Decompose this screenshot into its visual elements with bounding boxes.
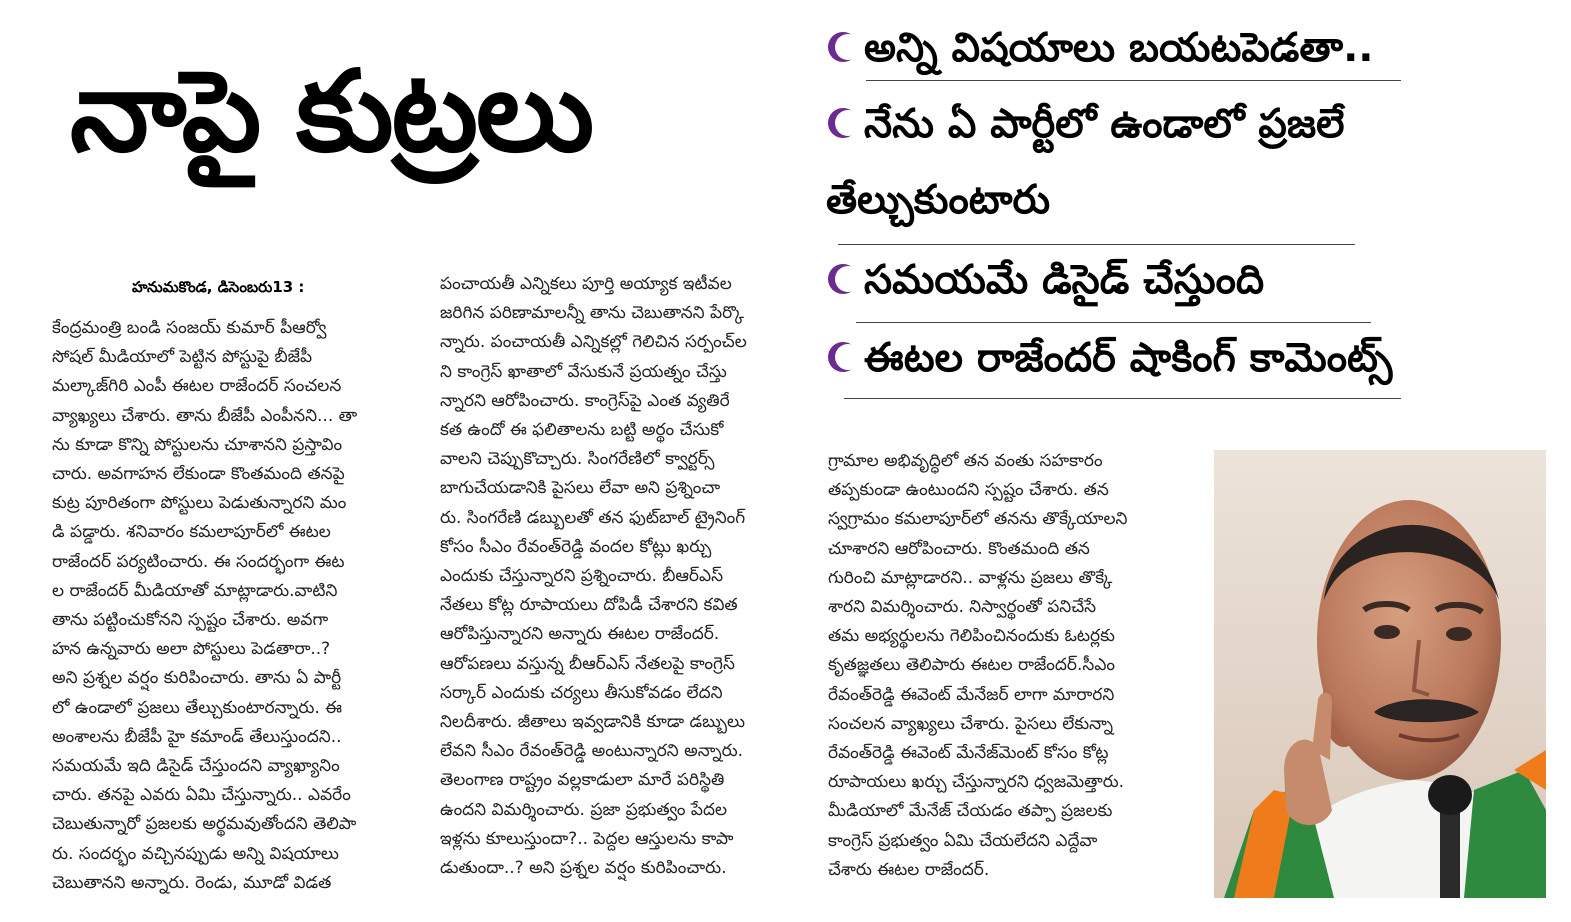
article-line: సర్కార్ ఎందుకు చర్యలు తీసుకోవడం లేదని bbox=[440, 682, 723, 703]
article-line: గ్రామాల అభివృద్ధిలో తన వంతు సహకారం bbox=[828, 451, 1103, 471]
article-line: లేవని సీఎం రేవంత్‌రెడ్డి అంటున్నారని అన్నారు. bbox=[440, 741, 743, 762]
deck-text: నేను ఏ పార్టీలో ఉండాలో ప్రజలే bbox=[864, 101, 1345, 147]
article-line: శారని విమర్శించారు. నిస్వార్థంతో పనిచేసే bbox=[828, 597, 1097, 618]
bullet-icon bbox=[828, 342, 858, 372]
deck-text: తేల్చుకుంటారు bbox=[826, 177, 1051, 223]
article-line: న్నారు. పంచాయతీ ఎన్నికల్లో గెలిచిన సర్పంచ్‌ల bbox=[440, 332, 747, 353]
article-line: రు. సందర్భం వచ్చినప్పుడు అన్ని విషయాలు bbox=[52, 843, 339, 864]
article-line: రాజేందర్ పర్యటించారు. ఈ సందర్భంగా ఈట bbox=[52, 551, 345, 572]
article-line: రేవంత్‌రెడ్డి ఈవెంట్ మేనేజ్‌మెంట్ కోసం కోట్ల bbox=[828, 743, 1109, 764]
article-line: అని ప్రశ్నల వర్షం కురిపించారు. తాను ఏ పార్టీ bbox=[52, 668, 342, 689]
article-line: తమ అభ్యర్థులను గెలిపించినందుకు ఓటర్లకు bbox=[828, 626, 1115, 647]
article-line: సమయమే ఇది డిసైడ్ చేస్తుందని వ్యాఖ్యానిం bbox=[52, 756, 340, 777]
article-line: చెబుతున్నారో ప్రజలకు అర్థమవుతోందని తెలిపా bbox=[52, 814, 357, 835]
article-column-2 bbox=[440, 270, 802, 883]
article-line: ఇళ్లను కూలుస్తుందా?.. పెద్దల ఆస్తులను కాపా bbox=[440, 828, 734, 849]
article-line: బాగుచేయడానికి పైసలు లేవా అని ప్రశ్నించా bbox=[440, 478, 721, 499]
article-line: గురించి మాట్లాడారని.. వాళ్లను ప్రజలు తొక్కే bbox=[828, 567, 1113, 588]
article-line: మీడియాలో మేనేజ్ చేయడం తప్పా ప్రజలకు bbox=[828, 801, 1113, 822]
article-line: ల రాజేందర్ మీడియాతో మాట్లాడారు.వాటిని bbox=[52, 580, 338, 601]
article-line: వ్యాఖ్యలు చేశారు. తాను బీజేపీ ఎంపీనని... తా bbox=[52, 405, 358, 426]
article-line: వాలని చెప్పుకొచ్చారు. సింగరేణిలో క్వార్టర్స్ bbox=[440, 449, 715, 470]
bullet-icon bbox=[828, 108, 858, 138]
article-line: రు. సింగరేణి డబ్బులతో తన ఫుట్‌బాల్ ట్రైనింగ్ bbox=[440, 507, 746, 528]
article-line: తప్పకుండా ఉంటుందని స్పష్టం చేశారు. తన bbox=[828, 480, 1109, 501]
article-line: చూశారని ఆరోపించారు. కొంతమంది తన bbox=[828, 538, 1090, 559]
article-line: మల్కాజ్‌గిరి ఎంపీ ఈటల రాజేందర్ సంచలన bbox=[52, 376, 342, 397]
article-line: డి పడ్డారు. శనివారం కమలాపూర్‌లో ఈటల bbox=[52, 522, 331, 543]
headline: నాపై కుట్రలు bbox=[70, 47, 593, 177]
article-line: హన ఉన్నవారు అలా పోస్టులు పెడతారా..? bbox=[52, 639, 331, 660]
deck-text: ఈటల రాజేందర్ షాకింగ్ కామెంట్స్ bbox=[864, 335, 1393, 381]
article-line: రూపాయలు ఖర్చు చేస్తున్నారని ధ్వజమెత్తారు. bbox=[828, 772, 1125, 793]
deck-divider bbox=[856, 322, 1371, 323]
article-line: లో ఉండాలో ప్రజలు తేల్చుకుంటారన్నారు. ఈ bbox=[52, 697, 343, 718]
article-line: కృతజ్ఞతలు తెలిపారు ఈటల రాజేందర్.సీఎం bbox=[828, 655, 1116, 676]
deck-line-1 bbox=[828, 20, 1373, 76]
article-line: ఆరోపిస్తున్నారని అన్నారు ఈటల రాజేందర్. bbox=[440, 624, 720, 645]
article-line: స్వగ్రామం కమలాపూర్‌లో తనను తొక్కేయాలని bbox=[828, 509, 1128, 530]
article-line: న్నారని ఆరోపించారు. కాంగ్రెస్‌పై ఎంత వ్యతిరే bbox=[440, 390, 730, 411]
article-line: అంశాలను బీజేపీ హై కమాండ్ తేలుస్తుందని.. bbox=[52, 726, 342, 747]
deck-line-2 bbox=[828, 96, 1344, 152]
deck-divider bbox=[838, 244, 1355, 245]
article-line: చేశారు ఈటల రాజేందర్. bbox=[828, 859, 990, 880]
article-line: చెబుతానని అన్నారు. రెండు, మూడో విడత bbox=[52, 872, 332, 893]
dateline: హనుమకొండ, డిసెంబరు13 : bbox=[132, 278, 305, 296]
article-line: నేతలు కోట్ల రూపాయలు దోపిడీ చేశారని కవిత bbox=[440, 595, 738, 616]
article-line: ని కాంగ్రెస్ ఖాతాలో వేసుకునే ప్రయత్నం చేస్తు bbox=[440, 361, 727, 382]
bullet-icon bbox=[828, 264, 858, 294]
article-line: కుట్ర పూరితంగా పోస్టులు పెడుతున్నారని మం bbox=[52, 493, 347, 514]
article-line: రేవంత్‌రెడ్డి ఈవెంట్ మేనేజర్ లాగా మారారని bbox=[828, 684, 1115, 705]
portrait-image bbox=[1214, 450, 1546, 898]
article-line: సంచలన వ్యాఖ్యలు చేశారు. పైసలు లేకున్నా bbox=[828, 713, 1113, 734]
article-line: కోసం సీఎం రేవంత్‌రెడ్డి వందల కోట్లు ఖర్చు bbox=[440, 536, 712, 557]
article-line: కత ఉందో ఈ ఫలితాలను బట్టి అర్థం చేసుకో bbox=[440, 420, 724, 441]
article-column-1 bbox=[52, 314, 414, 898]
deck-text: సమయమే డిసైడ్ చేస్తుంది bbox=[864, 257, 1265, 303]
article-line: చారు. తనపై ఎవరు ఏమి చేస్తున్నారు.. ఎవరేం bbox=[52, 785, 351, 806]
article-line: డుతుందా..? అని ప్రశ్నల వర్షం కురిపించారు. bbox=[440, 858, 727, 879]
article-line: పంచాయతీ ఎన్నికలు పూర్తి అయ్యాక ఇటీవల bbox=[440, 274, 732, 294]
article-line: తాను పట్టించుకోనని స్పష్టం చేశారు. అవగా bbox=[52, 610, 329, 631]
bullet-icon bbox=[828, 32, 858, 62]
deck-divider bbox=[844, 398, 1401, 399]
deck-line-4 bbox=[828, 330, 1392, 386]
politician-photo bbox=[1214, 450, 1546, 898]
article-line: సోషల్ మీడియాలో పెట్టిన పోస్టుపై బీజేపీ bbox=[52, 347, 313, 368]
article-line: కాంగ్రెస్ ప్రభుత్వం ఏమి చేయలేదని ఎద్దేవా bbox=[828, 830, 1098, 851]
article-line: ఉందని విమర్శించారు. ప్రజా ప్రభుత్వం పేదల bbox=[440, 799, 728, 820]
article-line: ఆరోపణలు వస్తున్న బీఆర్ఎస్ నేతలపై కాంగ్రెస్ bbox=[440, 653, 735, 674]
deck-line-2-continued bbox=[826, 172, 1050, 228]
article-line: తెలంగాణ రాష్ట్రం వల్లకాడులా మారే పరిస్థితి bbox=[440, 770, 725, 791]
article-line: కేంద్రమంత్రి బండి సంజయ్ కుమార్ పీఆర్వో bbox=[52, 318, 327, 338]
deck-line-3 bbox=[828, 252, 1264, 308]
article-line: ను కూడా కొన్ని పోస్టులను చూశానని ప్రస్తావిం bbox=[52, 434, 343, 455]
article-line: ఎందుకు చేస్తున్నారని ప్రశ్నించారు. బీఆర్ఎస్ bbox=[440, 566, 724, 587]
deck-text: అన్ని విషయాలు బయటపెడతా.. bbox=[864, 25, 1374, 71]
article-column-3 bbox=[828, 447, 1198, 885]
article-line: నిలదీశారు. జీతాలు ఇవ్వడానికి కూడా డబ్బులు bbox=[440, 712, 745, 733]
deck-divider bbox=[866, 80, 1401, 81]
article-line: చారు. అవగాహన లేకుండా కొంతమంది తనపై bbox=[52, 464, 345, 485]
article-line: జరిగిన పరిణామాలన్నీ తాను చెబుతానని పేర్కొ bbox=[440, 303, 744, 324]
